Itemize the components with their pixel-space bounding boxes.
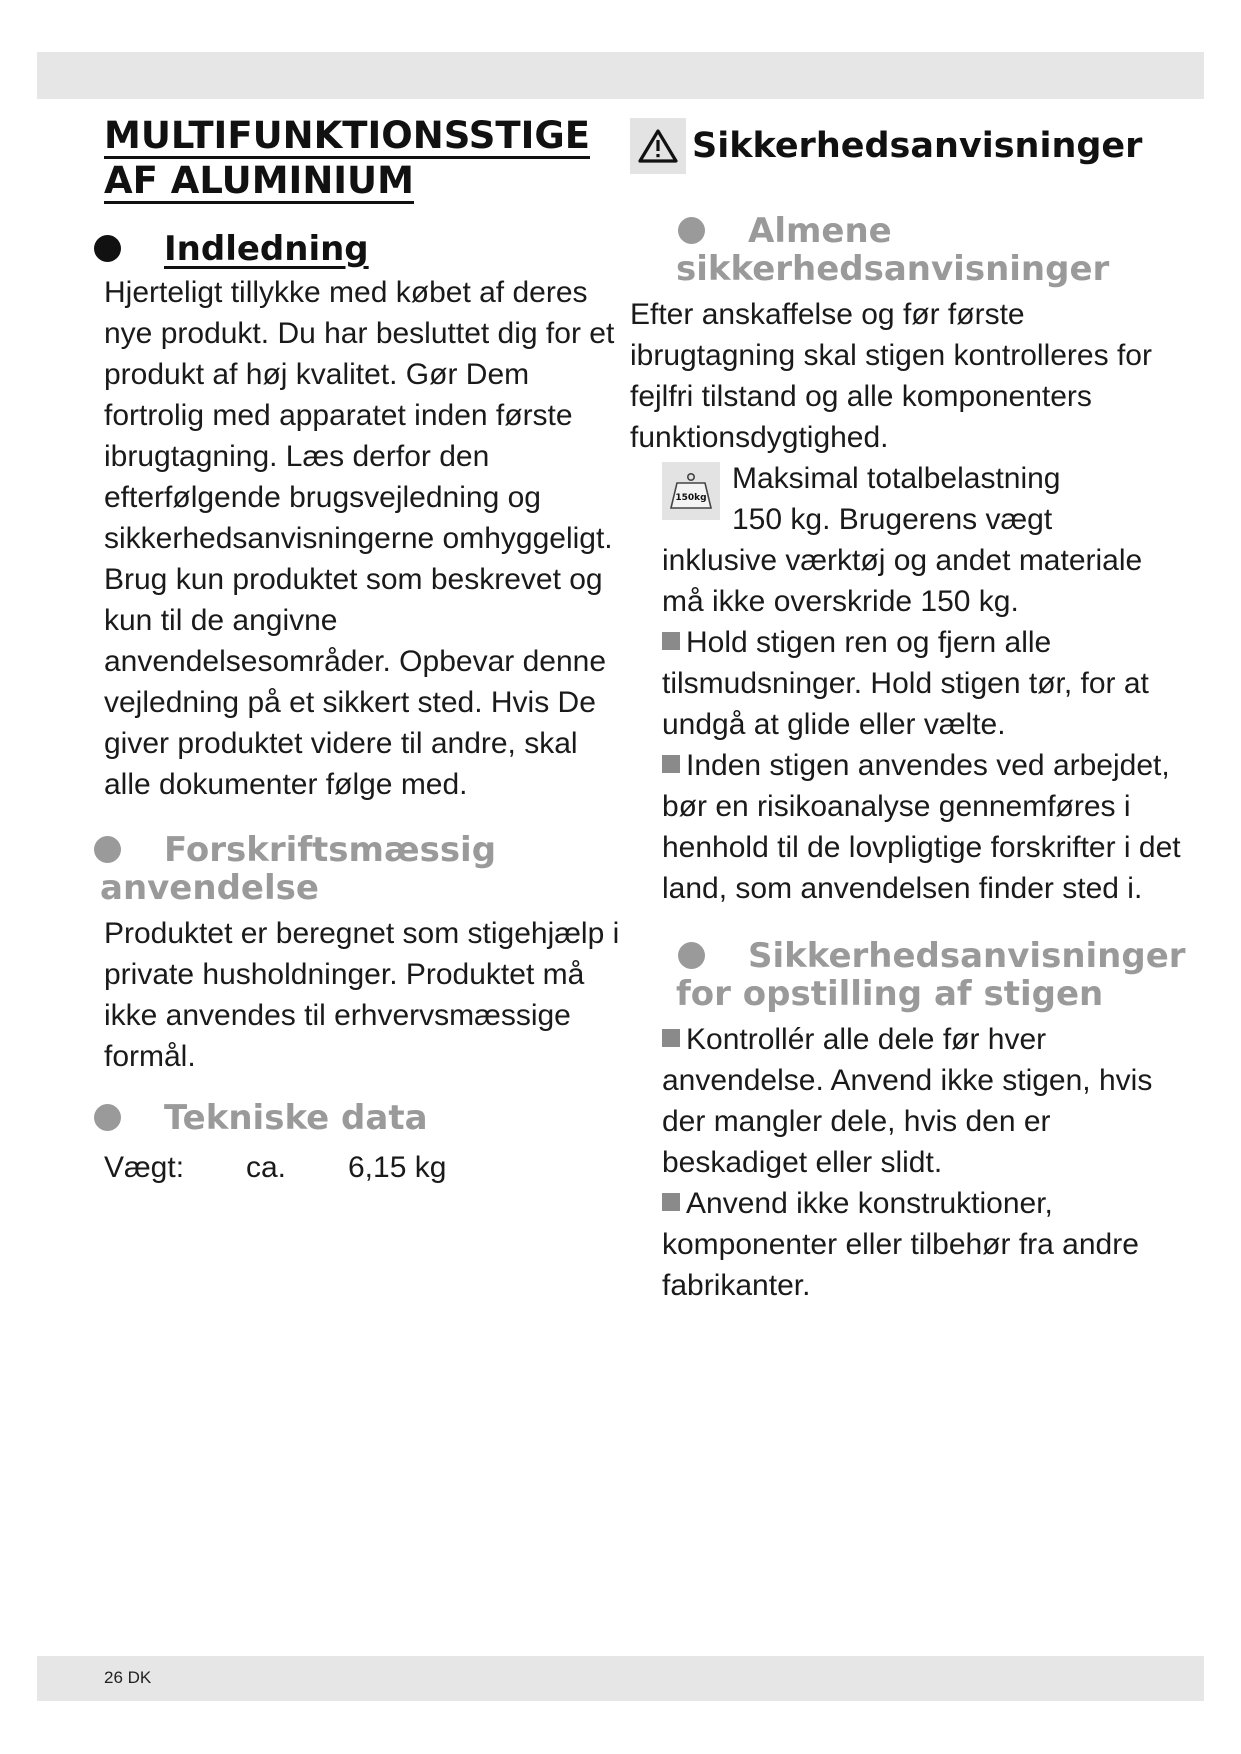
safety-title-row	[630, 118, 1190, 178]
list-item-text: Hold stigen ren og fjern alle tilsmudsninger. Hold stigen tør, for at undgå at glide eller vælte.	[662, 626, 1149, 741]
intro-text: Hjerteligt tillykke med købet af deres nye produkt. Du har besluttet dig for et produkt af høj kvalitet. Gør Dem fortrolig med apparatet inden første ibrugtagning. Læs derfor den efterfølgende brugsvejledning og sikkerhedsanvisningerne omhyggeligt. Brug kun produktet som beskrevet og kun til de angivne anvendelsesområder. Opbevar denne vejledning på et sikkert sted. Hvis De giver produktet videre til andre, skal alle dokumenter følge med.	[104, 276, 615, 801]
intro-heading-text: Indledning	[164, 229, 369, 269]
square-bullet-icon	[662, 1029, 680, 1047]
max-load-line2: 150 kg. Brugerens vægt	[732, 503, 1053, 536]
general-heading-line2: sikkerhedsanvisninger	[676, 249, 1110, 289]
tech-weight-label: Vægt:	[104, 1151, 185, 1184]
section-heading-intended-use	[100, 831, 624, 907]
bullet-dot-icon	[94, 1104, 121, 1131]
tech-weight-row	[104, 1147, 624, 1188]
header-band	[37, 52, 1204, 99]
list-item	[662, 1019, 1190, 1183]
weight-icon-label: 150kg	[675, 493, 707, 503]
tech-heading-text: Tekniske data	[164, 1098, 428, 1138]
page-number: 26 DK	[104, 1668, 152, 1687]
section-heading-tech	[100, 1099, 624, 1137]
title-line-1: MULTIFUNKTIONSSTIGE	[104, 114, 590, 157]
page-title	[104, 114, 604, 204]
square-bullet-icon	[662, 632, 680, 650]
bullet-dot-icon	[94, 235, 121, 262]
left-column	[100, 229, 624, 1188]
section-heading-intro	[46, 230, 624, 268]
list-item	[662, 1183, 1190, 1306]
bullet-dot-icon	[678, 942, 705, 969]
general-safety-text: Efter anskaffelse og før første ibrugtagning skal stigen kontrolleres for fejlfri tilstand og alle komponenters funktionsdygtighed.	[630, 298, 1152, 454]
bullet-dot-icon	[678, 217, 705, 244]
intended-use-heading-line1: Forskriftsmæssig	[164, 830, 497, 870]
list-item-text: Kontrollér alle dele før hver anvendelse. Anvend ikke stigen, hvis der mangler dele, hvis den er beskadiget eller slidt.	[662, 1023, 1153, 1179]
warning-triangle-icon	[630, 118, 686, 174]
max-load-line1: Maksimal totalbelastning	[732, 462, 1061, 495]
setup-heading-line1: Sikkerhedsanvisninger	[748, 936, 1186, 976]
square-bullet-icon	[662, 755, 680, 773]
list-item	[662, 745, 1190, 909]
tech-weight-approx: ca.	[246, 1151, 287, 1184]
tech-weight-value: 6,15 kg	[348, 1151, 447, 1184]
max-load-rest: inklusive værktøj og andet materiale må ikke overskride 150 kg.	[662, 544, 1143, 618]
bullet-dot-icon	[94, 836, 121, 863]
square-bullet-icon	[662, 1193, 680, 1211]
list-item-text: Anvend ikke konstruktioner, komponenter eller tilbehør fra andre fabrikanter.	[662, 1187, 1139, 1302]
safety-title: Sikkerhedsanvisninger	[692, 126, 1143, 166]
setup-heading-line2: for opstilling af stigen	[676, 974, 1104, 1014]
setup-bullet-list	[630, 1019, 1190, 1306]
intended-use-text: Produktet er beregnet som stigehjælp i private husholdninger. Produktet må ikke anvendes til erhvervsmæssige formål.	[104, 917, 620, 1073]
right-column	[630, 118, 1190, 1306]
list-item-text: Inden stigen anvendes ved arbejdet, bør en risikoanalyse gennemføres i henhold til de lovpligtige forskrifter i det land, som anvendelsen finder sted i.	[662, 749, 1181, 905]
max-load-block	[630, 458, 1190, 622]
section-heading-setup-safety	[630, 937, 1190, 1013]
footer-band	[37, 1656, 1204, 1701]
intended-use-heading-line2: anvendelse	[100, 868, 319, 908]
list-item	[662, 622, 1190, 745]
general-heading-line1: Almene	[748, 211, 892, 251]
title-line-2: AF ALUMINIUM	[104, 159, 414, 202]
general-bullet-list	[630, 622, 1190, 909]
section-heading-general-safety	[630, 212, 1190, 288]
